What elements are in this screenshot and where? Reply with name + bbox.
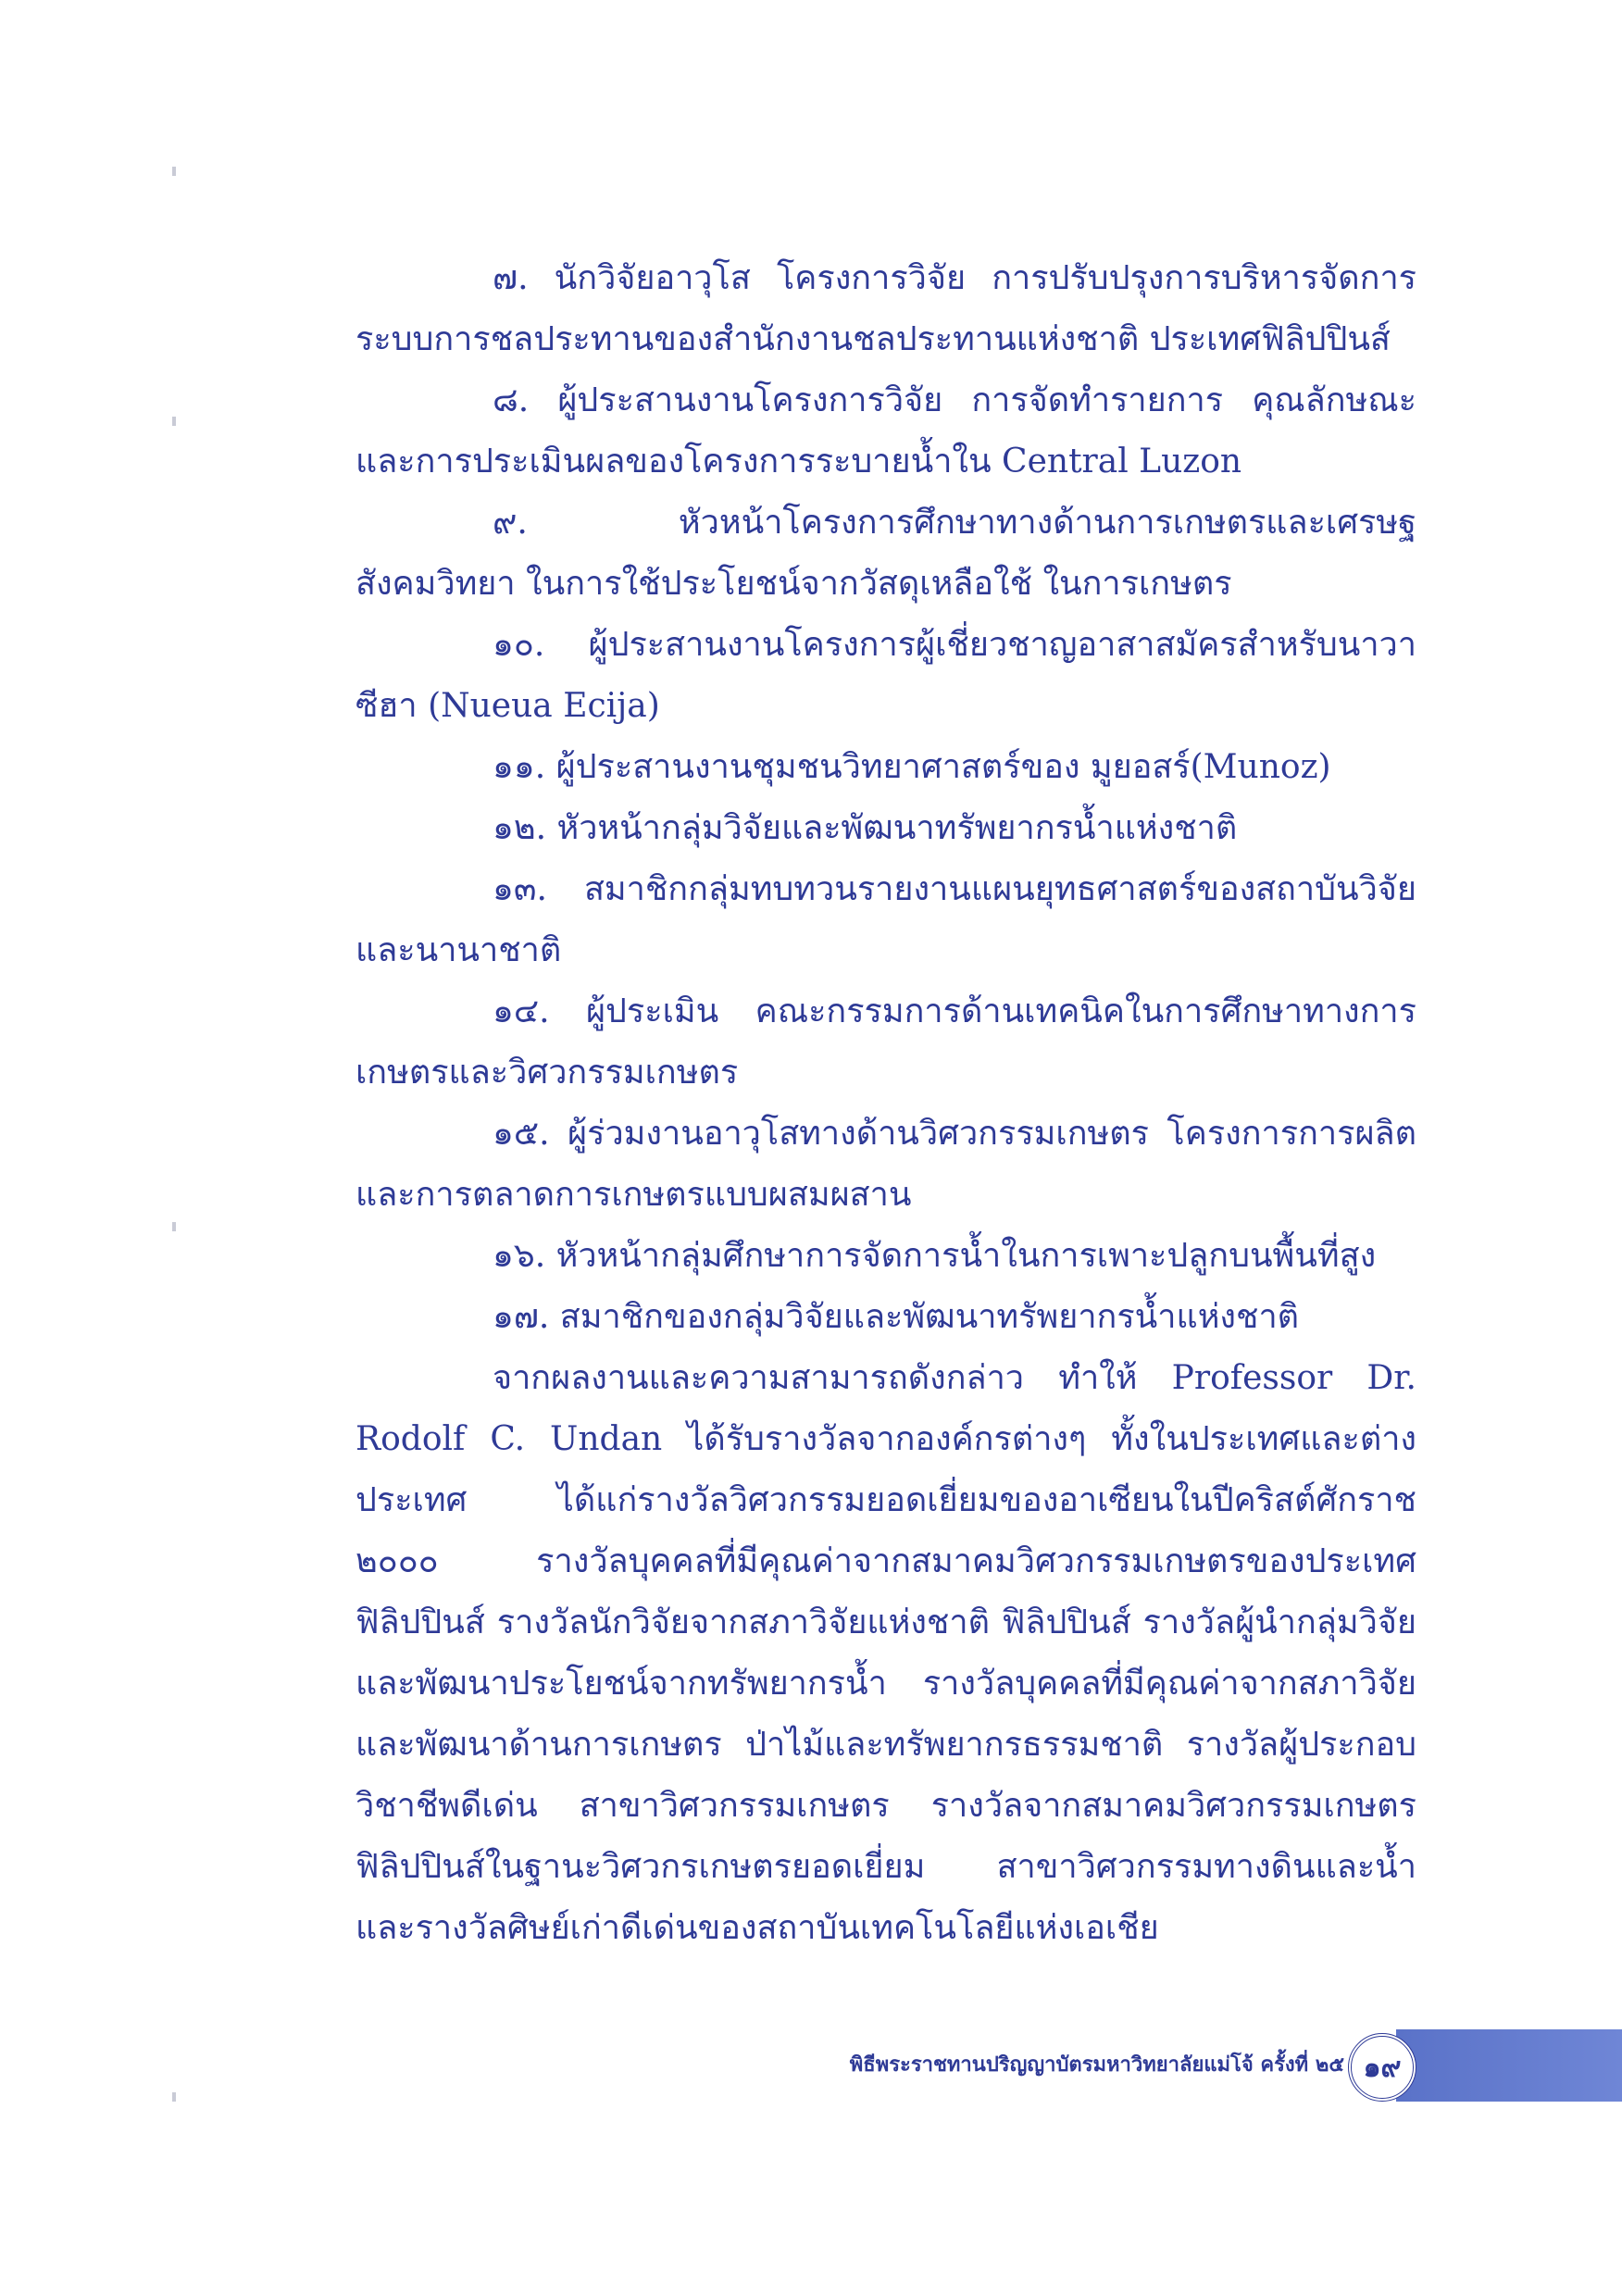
footer-bar <box>1396 2029 1622 2102</box>
footer-caption: พิธีพระราชทานปริญญาบัตรมหาวิทยาลัยแม่โจ้ ครั้งที่ ๒๕ <box>849 2053 1344 2077</box>
list-item-16: ๑๖. หัวหน้ากลุ่มศึกษาการจัดการน้ำในการเพาะปลูกบนพื้นที่สูง <box>493 1237 1377 1275</box>
list-item-9: ๙. หัวหน้าโครงการศึกษาทางด้านการเกษตรและเศรษฐสังคมวิทยา ในการใช้ประโยชน์จากวัสดุเหลือใช้ ในการเกษตร <box>356 504 1416 603</box>
list-item-13: ๑๓. สมาชิกกลุ่มทบทวนรายงานแผนยุทธศาสตร์ของสถาบันวิจัยและนานาชาติ <box>356 870 1416 969</box>
scan-edge-mark <box>172 2092 176 2102</box>
list-item-10: ๑๐. ผู้ประสานงานโครงการผู้เชี่ยวชาญอาสาสมัครสำหรับนาวา ซีฮา (Nueua Ecija) <box>356 626 1416 725</box>
page-number: ๑๙ <box>1363 2051 1402 2084</box>
scan-edge-mark <box>172 1222 176 1231</box>
list-item-12: ๑๒. หัวหน้ากลุ่มวิจัยและพัฒนาทรัพยากรน้ำแห่งชาติ <box>493 809 1238 847</box>
list-item-7: ๗. นักวิจัยอาวุโส โครงการวิจัย การปรับปรุงการบริหารจัดการระบบการชลประทานของสำนักงานชลประทานแห่งชาติ ประเทศฟิลิปปินส์ <box>356 259 1416 358</box>
awards-paragraph: จากผลงานและความสามารถดังกล่าว ทำให้ Professor Dr. Rodolf C. Undan ได้รับรางวัลจากองค์กรต่างๆ ทั้งในประเทศและต่างประเทศ ได้แก่รางวัลวิศวกรรมยอดเยี่ยมของอาเซียนในปีคริสต์ศักราช ๒๐๐๐ รางวัลบุคคลที่มีคุณค่าจากสมาคมวิศวกรรมเกษตรของประเทศฟิลิปปินส์ รางวัลนักวิจัยจากสภาวิจัยแห่งชาติ ฟิลิปปินส์ รางวัลผู้นำกลุ่มวิจัยและพัฒนาประโยชน์จากทรัพยากรน้ำ รางวัลบุคคลที่มีคุณค่าจากสภาวิจัยและพัฒนาด้านการเกษตร ป่าไม้และทรัพยากรธรรมชาติ รางวัลผู้ประกอบวิชาชีพดีเด่น สาขาวิศวกรรมเกษตร รางวัลจากสมาคมวิศวกรรมเกษตรฟิลิปปินส์ในฐานะวิศวกรเกษตรยอดเยี่ยม สาขาวิศวกรรมทางดินและน้ำ และรางวัลศิษย์เก่าดีเด่นของสถาบันเทคโนโลยีแห่งเอเชีย <box>356 1359 1416 1947</box>
list-item-11: ๑๑. ผู้ประสานงานชุมชนวิทยาศาสตร์ของ มูยอสร์(Munoz) <box>493 748 1331 786</box>
page-number-badge <box>1348 2033 1416 2102</box>
body-text <box>356 248 1416 1959</box>
list-item-8: ๘. ผู้ประสานงานโครงการวิจัย การจัดทำรายการ คุณลักษณะและการประเมินผลของโครงการระบายน้ำใน Central Luzon <box>356 381 1416 480</box>
scan-edge-mark <box>172 417 176 426</box>
list-item-17: ๑๗. สมาชิกของกลุ่มวิจัยและพัฒนาทรัพยากรน้ำแห่งชาติ <box>493 1298 1300 1336</box>
list-item-15: ๑๕. ผู้ร่วมงานอาวุโสทางด้านวิศวกรรมเกษตร โครงการการผลิตและการตลาดการเกษตรแบบผสมผสาน <box>356 1115 1416 1214</box>
scan-edge-mark <box>172 167 176 176</box>
list-item-14: ๑๔. ผู้ประเมิน คณะกรรมการด้านเทคนิคในการศึกษาทางการเกษตรและวิศวกรรมเกษตร <box>356 992 1416 1092</box>
